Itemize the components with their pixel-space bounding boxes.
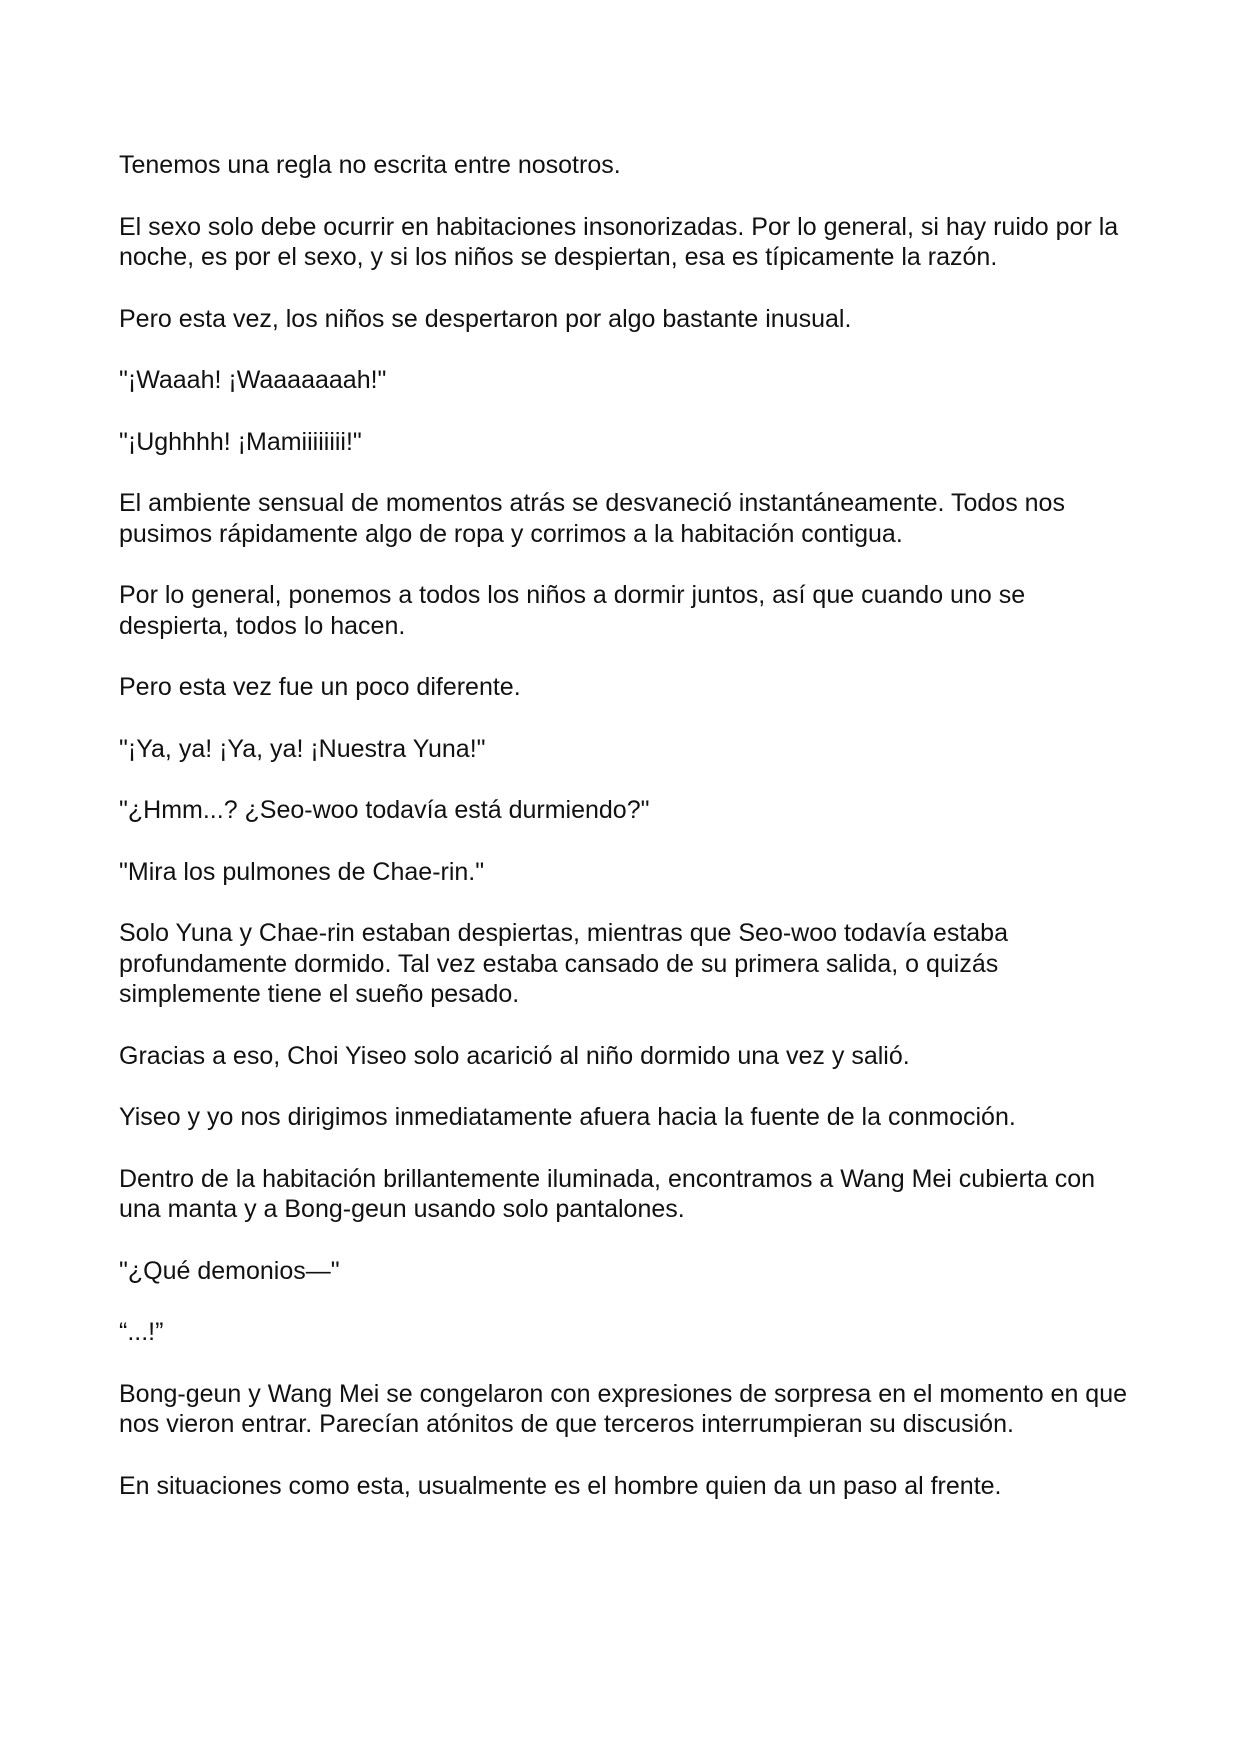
paragraph-18: Bong-geun y Wang Mei se congelaron con expresiones de sorpresa en el momento en que nos vieron entrar. Parecían atónitos de que terceros interrumpieran su discusión. xyxy=(119,1379,1128,1438)
document-body xyxy=(119,150,1129,1532)
paragraph-15: Dentro de la habitación brillantemente iluminada, encontramos a Wang Mei cubierta con una manta y a Bong-geun usando solo pantalones. xyxy=(119,1164,1096,1223)
paragraph-9: "¡Ya, ya! ¡Ya, ya! ¡Nuestra Yuna!" xyxy=(119,734,486,763)
paragraph-2: El sexo solo debe ocurrir en habitaciones insonorizadas. Por lo general, si hay ruido por la noche, es por el sexo, y si los niños se despiertan, esa es típicamente la razón. xyxy=(119,212,1119,271)
paragraph-12: Solo Yuna y Chae-rin estaban despiertas, mientras que Seo-woo todavía estaba profundamente dormido. Tal vez estaba cansado de su primera salida, o quizás simplemente tiene el sueño pesado. xyxy=(119,919,1008,1008)
paragraph-17: “...!” xyxy=(119,1318,164,1346)
paragraph-7: Por lo general, ponemos a todos los niños a dormir juntos, así que cuando uno se despierta, todos lo hacen. xyxy=(119,581,1026,640)
paragraph-8: Pero esta vez fue un poco diferente. xyxy=(119,673,521,701)
paragraph-16: "¿Qué demonios—" xyxy=(119,1256,340,1285)
paragraph-5: "¡Ughhhh! ¡Mamiiiiiiii!" xyxy=(119,427,362,456)
paragraph-6: El ambiente sensual de momentos atrás se desvaneció instantáneamente. Todos nos pusimos rápidamente algo de ropa y corrimos a la habitación contigua. xyxy=(119,489,1065,548)
paragraph-11: "Mira los pulmones de Chae-rin." xyxy=(119,857,485,886)
paragraph-10: "¿Hmm...? ¿Seo-woo todavía está durmiendo?" xyxy=(119,796,650,824)
paragraph-4: "¡Waaah! ¡Waaaaaaah!" xyxy=(119,366,387,394)
paragraph-1: Tenemos una regla no escrita entre nosotros. xyxy=(119,151,621,179)
paragraph-14: Yiseo y yo nos dirigimos inmediatamente afuera hacia la fuente de la conmoción. xyxy=(119,1103,1016,1131)
paragraph-3: Pero esta vez, los niños se despertaron por algo bastante inusual. xyxy=(119,304,852,333)
paragraph-13: Gracias a eso, Choi Yiseo solo acarició al niño dormido una vez y salió. xyxy=(119,1041,910,1070)
paragraph-19: En situaciones como esta, usualmente es el hombre quien da un paso al frente. xyxy=(119,1471,1002,1500)
